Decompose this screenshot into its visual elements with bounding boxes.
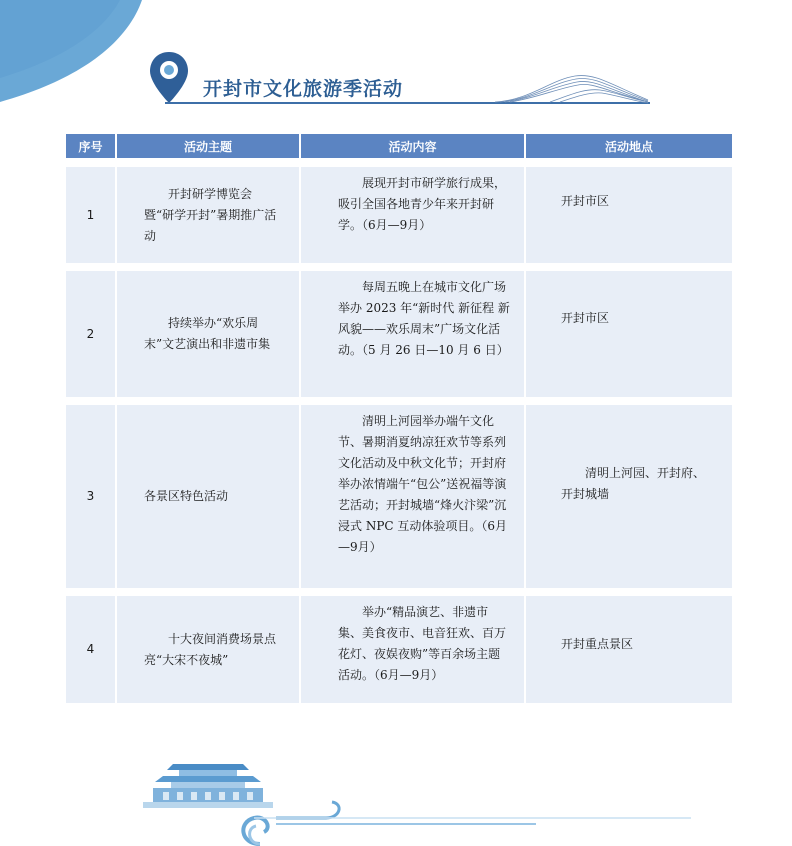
table-row [66,596,732,703]
activity-table [66,134,732,703]
row-place: 开封市区 [526,167,732,263]
page-title: 开封市文化旅游季活动 [203,78,404,100]
table-row [66,405,732,588]
row-topic: 开封研学博览会暨“研学开封”暑期推广活动 [117,167,299,263]
row-number: 3 [66,405,115,588]
table-header [66,134,732,158]
row-place: 清明上河园、开封府、开封城墙 [526,405,732,588]
mountain-lineart-decoration [490,70,650,104]
table-row [66,271,732,397]
row-place: 开封重点景区 [526,596,732,703]
row-topic: 十大夜间消费场景点亮“大宋不夜城” [117,596,299,703]
table-row [66,167,732,263]
row-number: 2 [66,271,115,397]
row-place: 开封市区 [526,271,732,397]
row-content: 清明上河园举办端午文化节、暑期消夏纳凉狂欢节等系列文化活动及中秋文化节；开封府举办浓情端午“包公”送祝福等演艺活动；开封城墙“烽火汴梁”沉浸式 NPC 互动体验项目。（6月—9月） [301,405,524,588]
header-topic: 活动主题 [117,134,299,158]
cloud-swirl-decoration [236,800,696,846]
header-content: 活动内容 [301,134,524,158]
location-pin-icon [148,50,190,105]
corner-wave-decoration [0,0,150,110]
row-topic: 持续举办“欢乐周末”文艺演出和非遗市集 [117,271,299,397]
row-number: 1 [66,167,115,263]
header-place: 活动地点 [526,134,732,158]
row-number: 4 [66,596,115,703]
header-no: 序号 [66,134,115,158]
row-content: 每周五晚上在城市文化广场举办 2023 年“新时代 新征程 新风貌——欢乐周末”广场文化活动。（5 月 26 日—10 月 6 日） [301,271,524,397]
row-content: 举办“精品演艺、非遗市集、美食夜市、电音狂欢、百万花灯、夜娱夜购”等百余场主题活动。（6月—9月） [301,596,524,703]
row-topic: 各景区特色活动 [117,405,299,588]
row-content: 展现开封市研学旅行成果，吸引全国各地青少年来开封研学。（6月—9月） [301,167,524,263]
